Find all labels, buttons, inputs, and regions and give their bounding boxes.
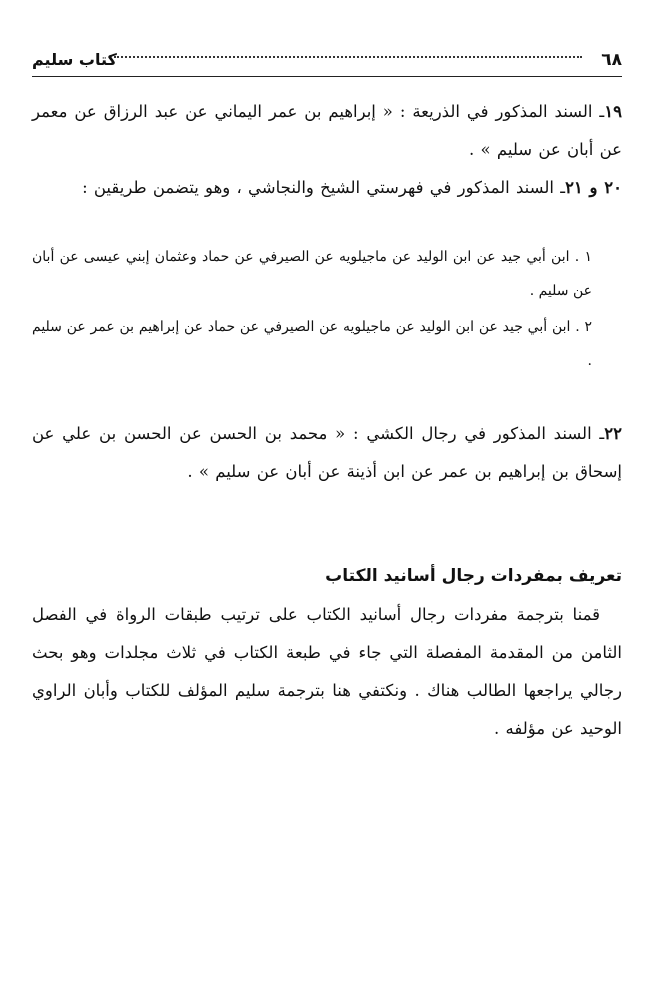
entry-number: ٢٢ xyxy=(604,424,622,443)
entry-number: ١٩ xyxy=(604,102,622,121)
entry-text: ـ السند المذكور في الذريعة : « إبراهيم بن عمر اليماني عن عبد الرزاق عن معمر عن أبان عن سليم » . xyxy=(32,102,622,159)
running-book-title: كتاب سليم xyxy=(32,50,117,69)
chain-path-2: ٢ . ابن أبي جيد عن ابن الوليد عن ماجيلويه عن الصيرفي عن حماد عن إبراهيم بن عمر عن سليم . xyxy=(32,319,592,369)
chain-path-1: ١ . ابن أبي جيد عن ابن الوليد عن ماجيلويه عن الصيرفي عن حماد وعثمان إبني عيسى عن أبان عن سليم . xyxy=(32,249,592,299)
page-number: ٦٨ xyxy=(601,50,622,70)
entry-22 xyxy=(32,415,622,491)
entry-number: ٢٠ و ٢١ xyxy=(565,178,622,197)
header-dot-leader xyxy=(114,56,582,58)
entry-19 xyxy=(32,93,622,169)
section-heading: تعريف بمفردات رجال أسانيد الكتاب xyxy=(325,566,622,586)
section-body: قمنا بترجمة مفردات رجال أسانيد الكتاب على ترتيب طبقات الرواة في الفصل الثامن من المقدمة المفصلة التي جاء في طبعة الكتاب في ثلاث مجلدات وهو بحث رجالي يراجعها الطالب هناك . ونكتفي هنا بترجمة سليم المؤلف للكتاب وأبان الراوي الوحيد عن مؤلفه . xyxy=(32,605,622,738)
entry-text: ـ السند المذكور في فهرستي الشيخ والنجاشي ، وهو يتضمن طريقين : xyxy=(82,178,566,197)
entry-20-21 xyxy=(32,169,622,207)
page xyxy=(32,48,622,988)
running-header xyxy=(32,48,622,77)
entry-text: ـ السند المذكور في رجال الكشي : « محمد بن الحسن عن الحسن بن علي عن إسحاق بن إبراهيم بن عمر عن ابن أذينة عن أبان عن سليم » . xyxy=(32,424,622,481)
